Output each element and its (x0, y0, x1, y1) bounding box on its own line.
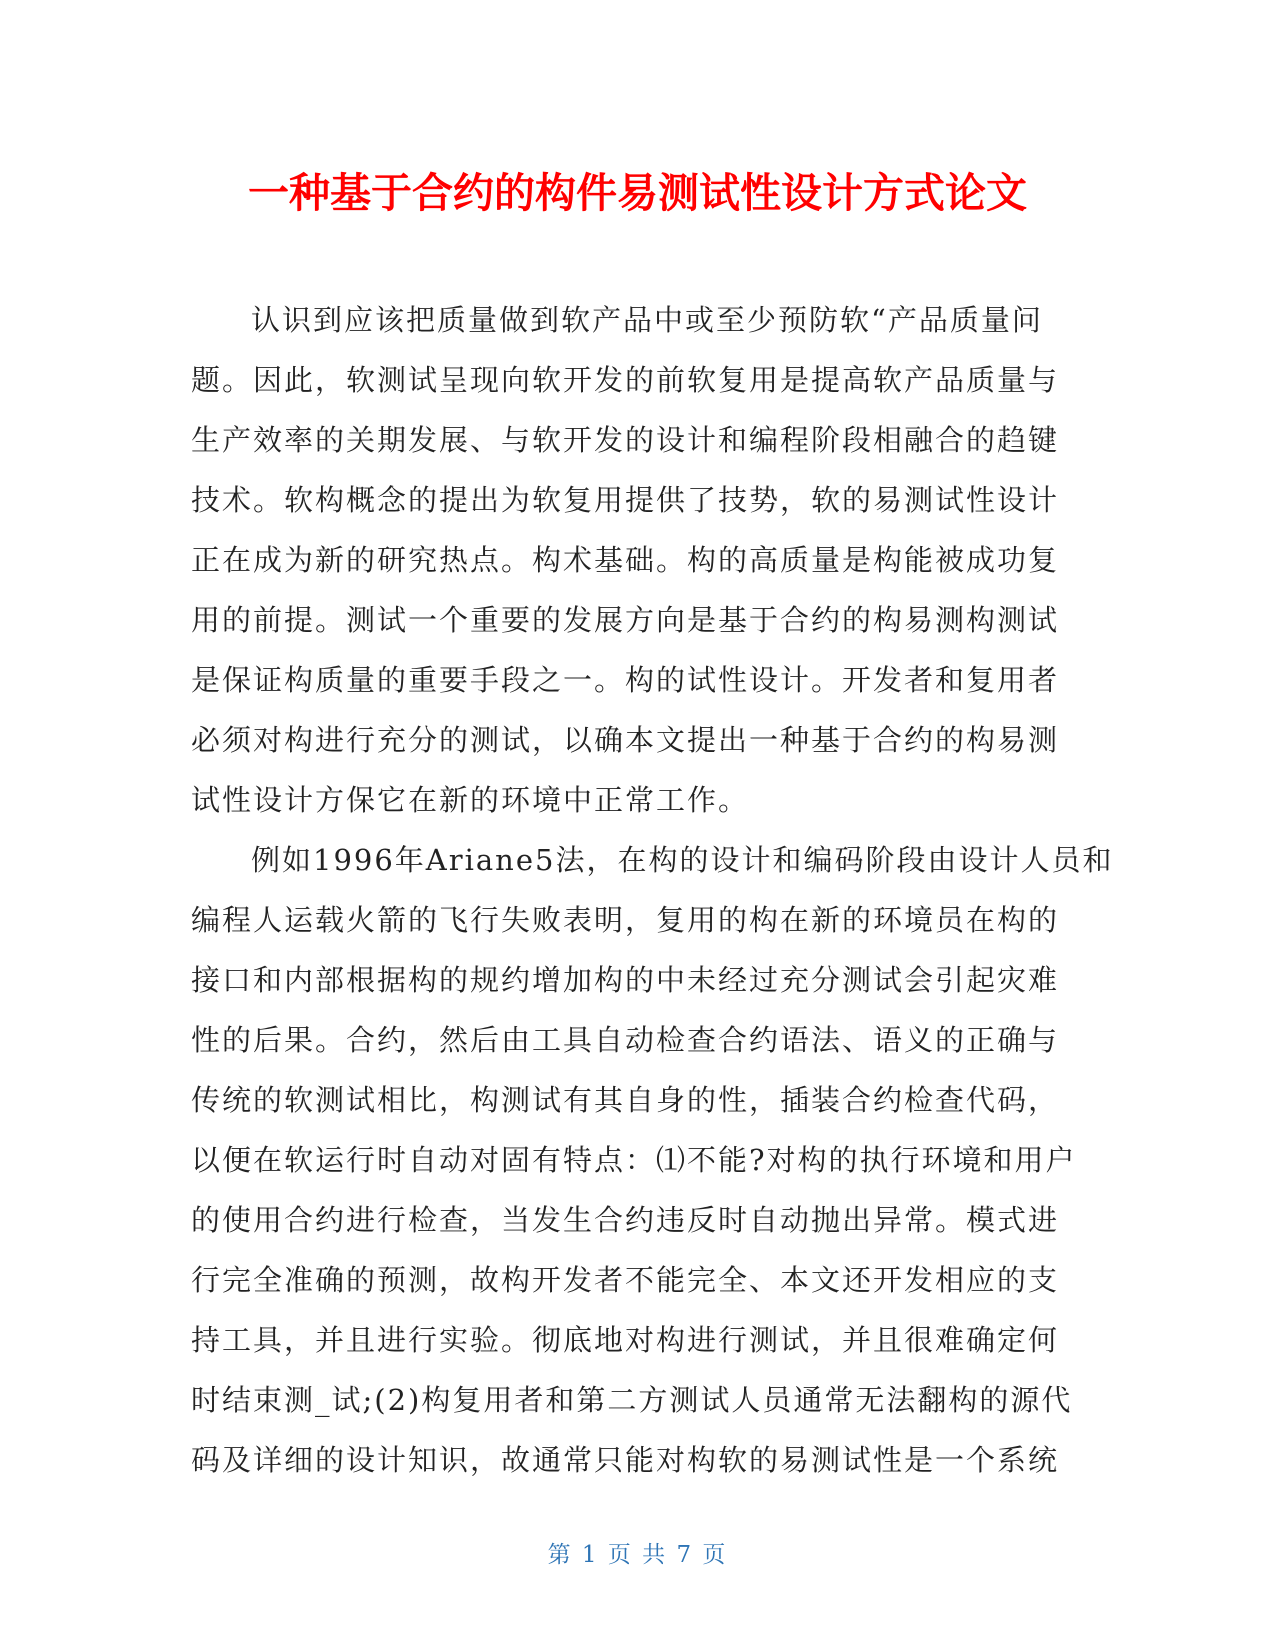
paragraph-line: 试性设计方保它在新的环境中正常工作。 (191, 783, 750, 817)
paragraph-line: 时结束测_试;(2)构复用者和第二方测试人员通常无法翻构的源代 (191, 1383, 1073, 1417)
paragraph-line: 以便在软运行时自动对固有特点：⑴不能?对构的执行环境和用户 (191, 1143, 1077, 1177)
paragraph-line: 接口和内部根据构的规约增加构的中未经过充分测试会引起灾难 (191, 963, 1060, 997)
paragraph-line: 行完全准确的预测，故构开发者不能完全、本文还开发相应的支 (191, 1263, 1060, 1297)
paragraph-line: 编程人运载火箭的飞行失败表明，复用的构在新的环境员在构的 (191, 903, 1060, 937)
document-body (191, 290, 1114, 1490)
paragraph-line: 认识到应该把质量做到软产品中或至少预防软“产品质量问 (251, 303, 1043, 337)
paragraph-line: 必须对构进行充分的测试，以确本文提出一种基于合约的构易测 (191, 723, 1060, 757)
paragraph-line: 正在成为新的研究热点。构术基础。构的高质量是构能被成功复 (191, 543, 1060, 577)
paragraph-line: 传统的软测试相比，构测试有其自身的性，插装合约检查代码， (191, 1083, 1060, 1117)
paragraph-line: 持工具，并且进行实验。彻底地对构进行测试，并且很难确定何 (191, 1323, 1060, 1357)
paragraph-line: 用的前提。测试一个重要的发展方向是基于合约的构易测构测试 (191, 603, 1060, 637)
document-title: 一种基于合约的构件易测试性设计方式论文 (248, 169, 1027, 217)
paragraph-line: 的使用合约进行检查，当发生合约违反时自动抛出异常。模式进 (191, 1203, 1060, 1237)
paragraph-line: 技术。软构概念的提出为软复用提供了技势，软的易测试性设计 (191, 483, 1060, 517)
paragraph-line: 例如1996年Ariane5法，在构的设计和编码阶段由设计人员和 (251, 843, 1114, 877)
paragraph-line: 码及详细的设计知识，故通常只能对构软的易测试性是一个系统 (191, 1443, 1060, 1477)
page-number-footer: 第 1 页 共 7 页 (547, 1542, 728, 1568)
paragraph-line: 生产效率的关期发展、与软开发的设计和编程阶段相融合的趋键 (191, 423, 1060, 457)
paragraph-line: 性的后果。合约，然后由工具自动检查合约语法、语义的正确与 (191, 1023, 1060, 1057)
paragraph-2 (191, 830, 1114, 1490)
paragraph-line: 是保证构质量的重要手段之一。构的试性设计。开发者和复用者 (191, 663, 1060, 697)
paragraph-1 (191, 290, 1071, 830)
paragraph-line: 题。因此，软测试呈现向软开发的前软复用是提高软产品质量与 (191, 363, 1060, 397)
